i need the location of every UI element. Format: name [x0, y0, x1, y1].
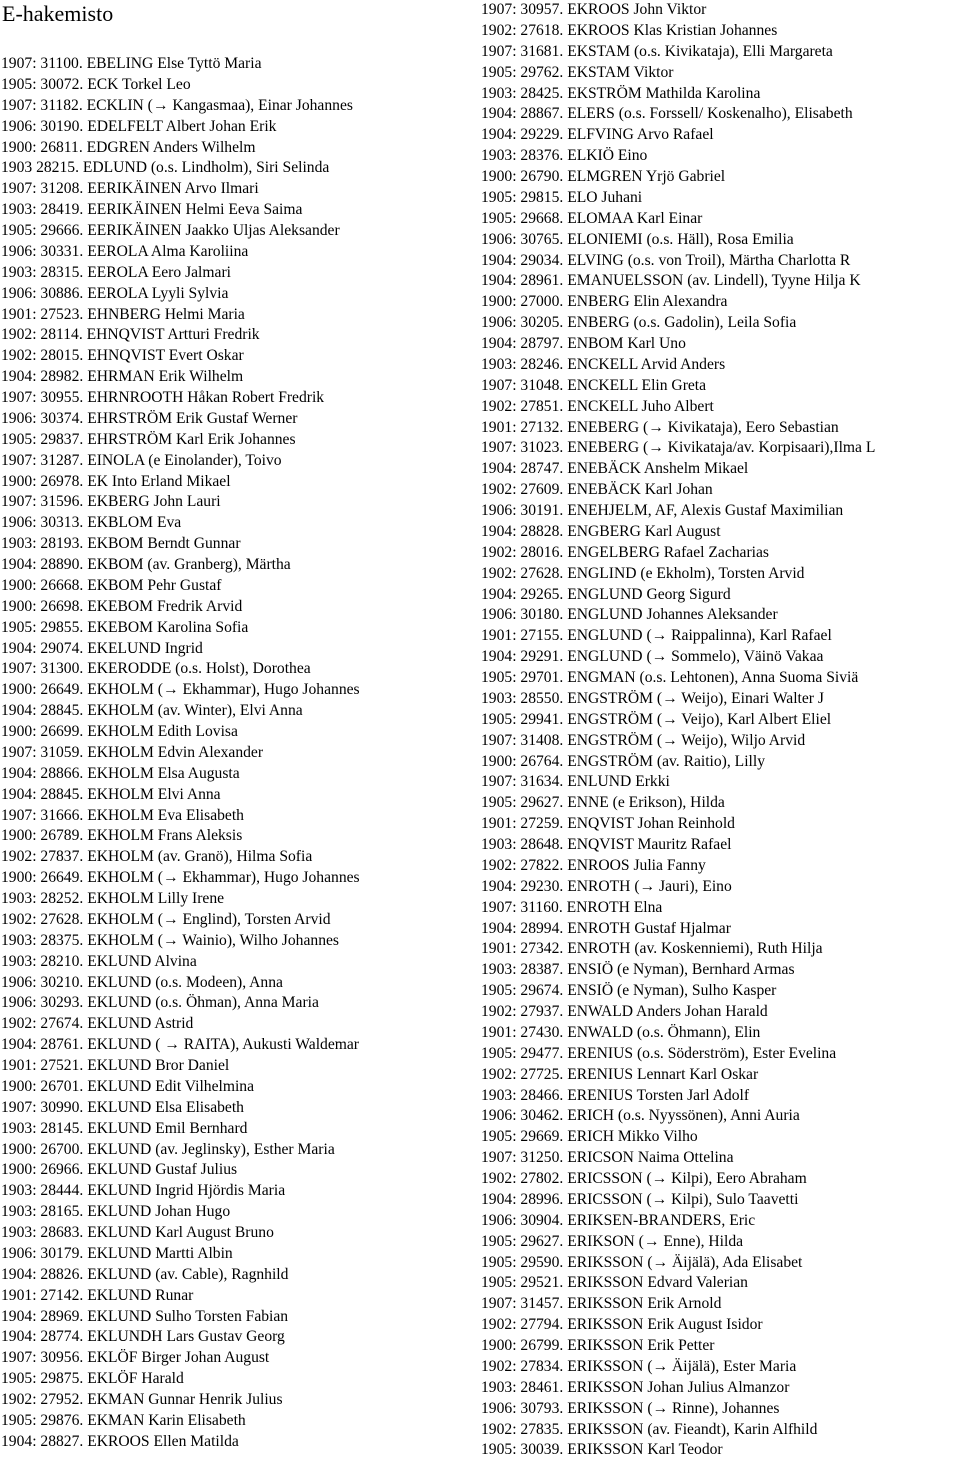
- right-column: [481, 0, 960, 1461]
- index-entry: 1904: 28961. EMANUELSSON (av. Lindell), Tyyne Hilja K: [481, 272, 861, 290]
- index-entry: 1903: 28193. EKBOM Berndt Gunnar: [1, 535, 241, 553]
- index-entry: 1904: 28866. EKHOLM Elsa Augusta: [1, 764, 240, 782]
- index-entry: 1906: 30765. ELONIEMI (o.s. Häll), Rosa Emilia: [481, 230, 794, 248]
- index-entry: 1904: 28969. EKLUND Sulho Torsten Fabian: [1, 1307, 289, 1325]
- index-entry: 1907: 31250. ERICSON Naima Ottelina: [481, 1149, 734, 1167]
- index-entry: 1903: 28145. EKLUND Emil Bernhard: [1, 1119, 248, 1137]
- index-entry: 1900: 26698. EKEBOM Fredrik Arvid: [1, 597, 243, 615]
- index-entry: 1905: 30072. ECK Torkel Leo: [1, 75, 191, 93]
- index-entry: 1904: 28747. ENEBÄCK Anshelm Mikael: [481, 460, 749, 478]
- index-entry: 1907: 31634. ENLUND Erkki: [481, 773, 670, 791]
- index-entry: 1905: 29477. ERENIUS (o.s. Söderström), Ester Evelina: [481, 1044, 837, 1062]
- index-entry: 1906: 30205. ENBERG (o.s. Gadolin), Leila Sofia: [481, 314, 797, 332]
- index-entry: 1905: 29876. EKMAN Karin Elisabeth: [1, 1411, 246, 1429]
- index-entry: 1904: 28797. ENBOM Karl Uno: [481, 335, 686, 352]
- left-column: [1, 54, 471, 1453]
- index-entry: 1904: 29230. ENROTH (→ Jauri), Eino: [481, 877, 732, 895]
- index-entry: 1905: 29855. EKEBOM Karolina Sofia: [1, 618, 249, 636]
- index-entry: 1904: 29265. ENGLUND Georg Sigurd: [481, 585, 731, 603]
- index-entry: 1901: 27430. ENWALD (o.s. Öhmann), Elin: [481, 1023, 761, 1041]
- index-entry: 1903: 28375. EKHOLM (→ Wainio), Wilho Johannes: [1, 931, 339, 949]
- index-entry: 1900: 26790. ELMGREN Yrjö Gabriel: [481, 168, 726, 185]
- index-entry: 1903: 28425. EKSTRÖM Mathilda Karolina: [481, 84, 761, 102]
- index-entry: 1905: 29875. EKLÖF Harald: [1, 1370, 184, 1388]
- index-entry: 1900: 26701. EKLUND Edit Vilhelmina: [1, 1077, 255, 1095]
- index-entry: 1904: 28845. EKHOLM (av. Winter), Elvi Anna: [1, 702, 303, 720]
- index-entry: 1903: 28315. EEROLA Eero Jalmari: [1, 263, 231, 281]
- index-entry: 1900: 26978. EK Into Erland Mikael: [1, 472, 231, 490]
- index-entry: 1902: 27851. ENCKELL Juho Albert: [481, 397, 714, 415]
- index-entry: 1901: 27132. ENEBERG (→ Kivikataja), Eero Sebastian: [481, 418, 839, 436]
- index-entry: 1901: 27342. ENROTH (av. Koskenniemi), Ruth Hilja: [481, 940, 823, 958]
- index-entry: 1906: 30374. EHRSTRÖM Erik Gustaf Werner: [1, 409, 298, 427]
- index-entry: 1903: 28648. ENQVIST Mauritz Rafael: [481, 836, 732, 853]
- index-entry: 1905: 29837. EHRSTRÖM Karl Erik Johannes: [1, 430, 296, 448]
- index-entry: 1900: 26649. EKHOLM (→ Ekhammar), Hugo Johannes: [1, 869, 360, 887]
- index-entry: 1900: 26649. EKHOLM (→ Ekhammar), Hugo Johannes: [1, 681, 360, 699]
- index-entry: 1904: 29034. ELVING (o.s. von Troil), Märtha Charlotta R: [481, 251, 851, 269]
- index-entry: 1904: 29291. ENGLUND (→ Sommelo), Väinö Vakaa: [481, 648, 824, 666]
- index-entry: 1904: 28845. EKHOLM Elvi Anna: [1, 785, 221, 803]
- index-entry: 1900: 26700. EKLUND (av. Jeglinsky), Esther Maria: [1, 1140, 335, 1158]
- index-entry: 1901: 27521. EKLUND Bror Daniel: [1, 1057, 230, 1074]
- index-entry: 1900: 26811. EDGREN Anders Wilhelm: [1, 138, 256, 156]
- index-entry: 1907: 31681. EKSTAM (o.s. Kivikataja), Elli Margareta: [481, 42, 833, 60]
- index-entry: 1902: 27794. ERIKSSON Erik August Isidor: [481, 1316, 763, 1334]
- index-entry: 1900: 26699. EKHOLM Edith Lovisa: [1, 723, 238, 740]
- index-entry: 1907: 31300. EKERODDE (o.s. Holst), Dorothea: [1, 660, 311, 678]
- index-entry: 1906: 30210. EKLUND (o.s. Modeen), Anna: [1, 973, 283, 991]
- index-entry: 1902: 27837. EKHOLM (av. Granö), Hilma Sofia: [1, 848, 313, 866]
- index-entry: 1902: 27952. EKMAN Gunnar Henrik Julius: [1, 1391, 283, 1408]
- index-entry: 1905: 29666. EERIKÄINEN Jaakko Uljas Aleksander: [1, 222, 340, 239]
- index-entry: 1906: 30190. EDELFELT Albert Johan Erik: [1, 117, 277, 135]
- index-entry: 1904: 28890. EKBOM (av. Granberg), Märtha: [1, 556, 291, 573]
- index-entry: 1903: 28387. ENSIÖ (e Nyman), Bernhard Armas: [481, 961, 795, 979]
- index-entry: 1903: 28466. ERENIUS Torsten Jarl Adolf: [481, 1086, 750, 1104]
- index-entry: 1903: 28252. EKHOLM Lilly Irene: [1, 890, 225, 907]
- index-entry: 1905: 29668. ELOMAA Karl Einar: [481, 209, 703, 227]
- index-entry: 1907: 31666. EKHOLM Eva Elisabeth: [1, 806, 244, 824]
- index-entry: 1903: 28419. EERIKÄINEN Helmi Eeva Saima: [1, 201, 303, 219]
- index-entry: 1905: 29627. ERIKSON (→ Enne), Hilda: [481, 1232, 744, 1250]
- index-entry: 1903: 28165. EKLUND Johan Hugo: [1, 1203, 231, 1221]
- index-entry: 1904: 28761. EKLUND ( → RAITA), Aukusti Waldemar: [1, 1036, 359, 1054]
- index-entry: 1905: 29701. ENGMAN (o.s. Lehtonen), Anna Suoma Siviä: [481, 669, 859, 686]
- index-entry: 1905: 29627. ENNE (e Erikson), Hilda: [481, 794, 725, 812]
- index-entry: 1905: 29669. ERICH Mikko Vilho: [481, 1128, 698, 1146]
- index-entry: 1907: 31100. EBELING Else Tyttö Maria: [1, 55, 262, 72]
- index-entry: 1902: 27609. ENEBÄCK Karl Johan: [481, 481, 713, 499]
- index-entry: 1902: 28114. EHNQVIST Artturi Fredrik: [1, 326, 260, 344]
- index-entry: 1907: 31023. ENEBERG (→ Kivikataja/av. Korpisaari),Ilma L: [481, 439, 876, 457]
- index-entry: 1907: 30955. EHRNROOTH Håkan Robert Fredrik: [1, 389, 325, 406]
- index-entry: 1904: 28982. EHRMAN Erik Wilhelm: [1, 368, 244, 386]
- index-entry: 1906: 30462. ERICH (o.s. Nyyssönen), Anni Auria: [481, 1107, 800, 1125]
- index-entry: 1900: 26799. ERIKSSON Erik Petter: [481, 1337, 715, 1354]
- index-entry: 1907: 31182. ECKLIN (→ Kangasmaa), Einar Johannes: [1, 96, 353, 114]
- index-entry: 1906: 30179. EKLUND Martti Albin: [1, 1244, 233, 1262]
- index-entry: 1907: 31059. EKHOLM Edvin Alexander: [1, 743, 264, 761]
- index-entry: 1903: 28550. ENGSTRÖM (→ Weijo), Einari Walter J: [481, 689, 824, 707]
- index-entry: 1902: 27802. ERICSSON (→ Kilpi), Eero Abraham: [481, 1170, 807, 1187]
- index-entry: 1903 28215. EDLUND (o.s. Lindholm), Siri Selinda: [1, 159, 330, 177]
- index-entry: 1900: 26764. ENGSTRÖM (av. Raitio), Lilly: [481, 752, 765, 770]
- index-entry: 1901: 27155. ENGLUND (→ Raippalinna), Karl Rafael: [481, 627, 832, 645]
- index-entry: 1904: 28827. EKROOS Ellen Matilda: [1, 1432, 239, 1450]
- index-entry: 1901: 27142. EKLUND Runar: [1, 1286, 194, 1304]
- index-entry: 1902: 28016. ENGELBERG Rafael Zacharias: [481, 543, 769, 561]
- index-entry: 1905: 29941. ENGSTRÖM (→ Veijo), Karl Albert Eliel: [481, 710, 832, 728]
- index-entry: 1904: 28826. EKLUND (av. Cable), Ragnhild: [1, 1265, 289, 1283]
- index-entry: 1906: 30331. EEROLA Alma Karoliina: [1, 242, 249, 260]
- index-entry: 1904: 29074. EKELUND Ingrid: [1, 639, 203, 657]
- index-entry: 1906: 30313. EKBLOM Eva: [1, 514, 182, 532]
- index-entry: 1907: 31160. ENROTH Elna: [481, 898, 663, 916]
- index-entry: 1905: 30039. ERIKSSON Karl Teodor: [481, 1441, 723, 1459]
- index-entry: 1907: 30957. EKROOS John Viktor: [481, 1, 707, 18]
- index-entry: 1904: 28774. EKLUNDH Lars Gustav Georg: [1, 1328, 285, 1346]
- index-entry: 1904: 28867. ELERS (o.s. Forssell/ Koskenalho), Elisabeth: [481, 105, 853, 123]
- index-entry: 1907: 31287. EINOLA (e Einolander), Toivo: [1, 451, 282, 469]
- index-entry: 1900: 27000. ENBERG Elin Alexandra: [481, 293, 728, 311]
- index-entry: 1907: 30956. EKLÖF Birger Johan August: [1, 1349, 270, 1367]
- index-entry: 1902: 27618. EKROOS Klas Kristian Johannes: [481, 21, 778, 39]
- index-entry: 1901: 27523. EHNBERG Helmi Maria: [1, 305, 245, 323]
- index-entry: 1906: 30293. EKLUND (o.s. Öhman), Anna Maria: [1, 994, 319, 1012]
- index-entry: 1903: 28683. EKLUND Karl August Bruno: [1, 1224, 274, 1241]
- index-entry: 1904: 28828. ENGBERG Karl August: [481, 522, 721, 540]
- index-entry: 1905: 29815. ELO Juhani: [481, 188, 643, 206]
- index-entry: 1903: 28246. ENCKELL Arvid Anders: [481, 355, 726, 373]
- index-entry: 1902: 27628. ENGLIND (e Ekholm), Torsten Arvid: [481, 564, 805, 582]
- index-entry: 1907: 31208. EERIKÄINEN Arvo Ilmari: [1, 180, 259, 198]
- index-entry: 1905: 29762. EKSTAM Viktor: [481, 63, 674, 81]
- index-entry: 1907: 31457. ERIKSSON Erik Arnold: [481, 1295, 722, 1313]
- index-entry: 1907: 30990. EKLUND Elsa Elisabeth: [1, 1098, 244, 1116]
- index-entry: 1900: 26966. EKLUND Gustaf Julius: [1, 1161, 238, 1179]
- index-entry: 1904: 28996. ERICSSON (→ Kilpi), Sulo Taavetti: [481, 1190, 799, 1208]
- index-entry: 1905: 29521. ERIKSSON Edvard Valerian: [481, 1274, 748, 1292]
- index-entry: 1902: 27674. EKLUND Astrid: [1, 1015, 194, 1033]
- index-entry: 1903: 28376. ELKIÖ Eino: [481, 147, 648, 165]
- index-entry: 1904: 28994. ENROTH Gustaf Hjalmar: [481, 919, 731, 937]
- index-entry: 1903: 28444. EKLUND Ingrid Hjördis Maria: [1, 1182, 286, 1200]
- index-entry: 1907: 31408. ENGSTRÖM (→ Weijo), Wiljo Arvid: [481, 731, 806, 749]
- index-entry: 1902: 28015. EHNQVIST Evert Oskar: [1, 347, 244, 365]
- page-title: E-hakemisto: [2, 1, 114, 26]
- index-entry: 1900: 26789. EKHOLM Frans Aleksis: [1, 827, 243, 845]
- index-entry: 1902: 27834. ERIKSSON (→ Äijälä), Ester Maria: [481, 1357, 797, 1375]
- index-entry: 1902: 27937. ENWALD Anders Johan Harald: [481, 1003, 768, 1020]
- index-entry: 1902: 27835. ERIKSSON (av. Fieandt), Karin Alfhild: [481, 1420, 818, 1438]
- index-entry: 1906: 30886. EEROLA Lyyli Sylvia: [1, 284, 229, 302]
- index-entry: 1902: 27628. EKHOLM (→ Englind), Torsten Arvid: [1, 910, 331, 928]
- index-entry: 1902: 27822. ENROOS Julia Fanny: [481, 856, 706, 874]
- index-entry: 1906: 30180. ENGLUND Johannes Aleksander: [481, 606, 778, 624]
- index-entry: 1902: 27725. ERENIUS Lennart Karl Oskar: [481, 1065, 759, 1083]
- index-entry: 1906: 30904. ERIKSEN-BRANDERS, Eric: [481, 1211, 756, 1229]
- index-entry: 1905: 29590. ERIKSSON (→ Äijälä), Ada Elisabet: [481, 1253, 803, 1271]
- index-entry: 1903: 28210. EKLUND Alvina: [1, 952, 197, 970]
- index-entry: 1900: 26668. EKBOM Pehr Gustaf: [1, 576, 222, 594]
- index-entry: 1903: 28461. ERIKSSON Johan Julius Almanzor: [481, 1378, 790, 1396]
- index-entry: 1906: 30793. ERIKSSON (→ Rinne), Johannes: [481, 1399, 780, 1417]
- index-entry: 1907: 31596. EKBERG John Lauri: [1, 493, 221, 511]
- index-entry: 1905: 29674. ENSIÖ (e Nyman), Sulho Kasper: [481, 982, 777, 1000]
- index-entry: 1906: 30191. ENEHJELM, AF, Alexis Gustaf Maximilian: [481, 502, 844, 519]
- index-entry: 1901: 27259. ENQVIST Johan Reinhold: [481, 815, 735, 833]
- index-entry: 1907: 31048. ENCKELL Elin Greta: [481, 376, 707, 394]
- index-entry: 1904: 29229. ELFVING Arvo Rafael: [481, 126, 714, 144]
